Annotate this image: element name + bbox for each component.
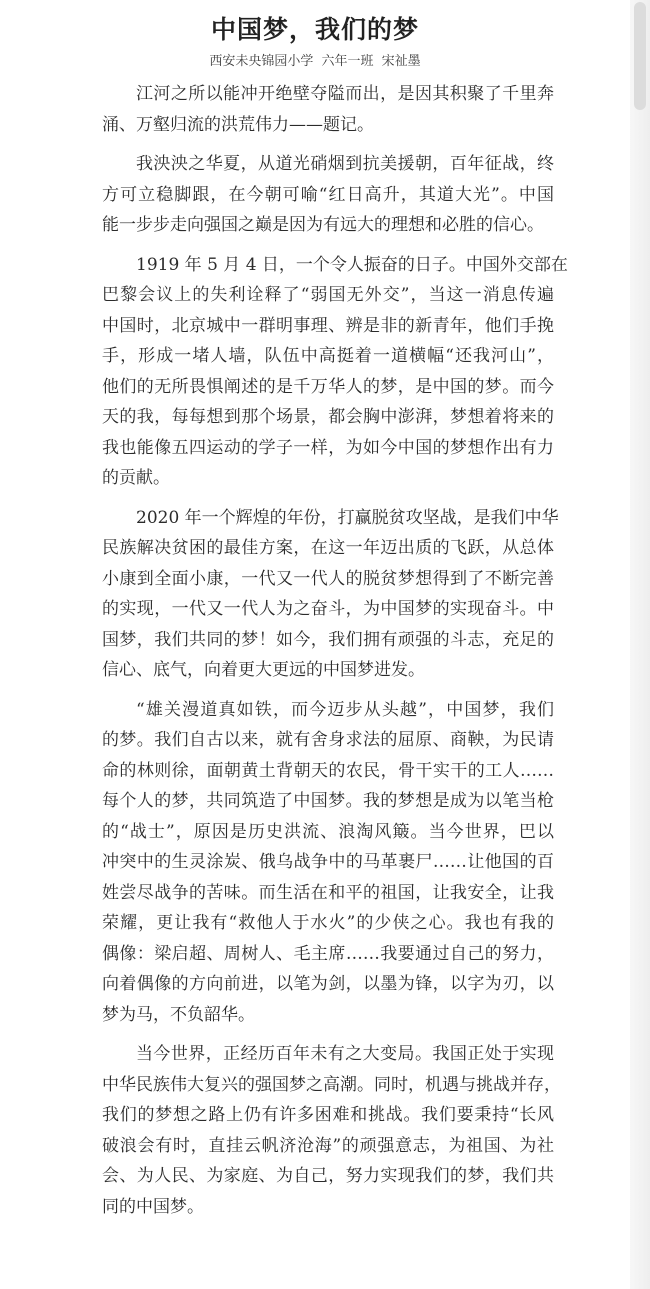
- paragraph-line: 梦为马，不负韶华。: [102, 1004, 255, 1025]
- paragraph-line: 国梦，我们共同的梦！如今，我们拥有顽强的斗志，充足的: [102, 629, 554, 650]
- paragraph-line: 方可立稳脚跟，在今朝可喻“红日高升，其道大光”。中国: [102, 184, 554, 205]
- paragraph-line: 信心、底气，向着更大更远的中国梦进发。: [102, 660, 425, 680]
- paragraph-line: 中华民族伟大复兴的强国梦之高潮。同时，机遇与挑战并存，: [102, 1074, 561, 1095]
- paragraph-gap: [102, 494, 554, 503]
- paragraph-line: 向着偶像的方向前进，以笔为剑，以墨为锋，以字为刃，以: [102, 974, 554, 994]
- paragraph-line: 我们的梦想之路上仍有许多困难和挑战。我们要秉持“长风: [102, 1105, 554, 1125]
- paragraph-line: “雄关漫道真如铁，而今迈步从头越”，中国梦，我们: [136, 699, 554, 720]
- essay-body: [102, 79, 568, 1222]
- paragraph-line: 2020 年一个辉煌的年份，打赢脱贫攻坚战，是我们中华: [136, 507, 559, 528]
- paragraph-line: 他们的无所畏惧阐述的是千万华人的梦，是中国的梦。而今: [102, 376, 554, 397]
- paragraph: [102, 695, 554, 1031]
- paragraph-gap: [102, 140, 554, 149]
- essay-title: 中国梦，我们的梦: [210, 15, 419, 44]
- scrollbar-track[interactable]: [630, 0, 650, 1289]
- paragraph-line: 的梦。我们自古以来，就有舍身求法的屈原、商鞅，为民请: [102, 730, 554, 750]
- paragraph-gap: [102, 686, 554, 695]
- paragraph-line: 手，形成一堵人墙，队伍中高挺着一道横幅“还我河山”，: [102, 346, 554, 366]
- paragraph-line: 偶像：梁启超、周树人、毛主席……我要通过自己的努力，: [102, 943, 554, 964]
- paragraph: [102, 250, 568, 494]
- paragraph-line: 天的我，每每想到那个场景，都会胸中澎湃，梦想着将来的: [102, 407, 554, 427]
- paragraph-line: 冲突中的生灵涂炭、俄乌战争中的马革裹尸……让他国的百: [102, 852, 554, 872]
- paragraph: [102, 1039, 561, 1222]
- paragraph-line: 当今世界，正经历百年未有之大变局。我国正处于实现: [136, 1044, 554, 1064]
- paragraph-line: 姓尝尽战争的苦味。而生活在和平的祖国，让我安全，让我: [102, 882, 554, 903]
- paragraph-line: 巴黎会议上的失利诠释了“弱国无外交”，当这一消息传遍: [102, 285, 554, 305]
- paragraph-line: 每个人的梦，共同筑造了中国梦。我的梦想是成为以笔当枪: [102, 791, 554, 811]
- paragraph-line: 能一步步走向强国之巅是因为有远大的理想和必胜的信心。: [102, 215, 544, 235]
- paragraph-line: 的贡献。: [102, 468, 170, 488]
- paragraph-line: 涌、万壑归流的洪荒伟力——题记。: [102, 114, 374, 135]
- paragraph-line: 我泱泱之华夏，从道光硝烟到抗美援朝，百年征战，终: [136, 154, 554, 174]
- paragraph-line: 小康到全面小康，一代又一代人的脱贫梦想得到了不断完善: [102, 568, 554, 589]
- essay-byline: 西安未央锦园小学 六年一班 宋祉墨: [209, 54, 421, 69]
- paragraph-line: 江河之所以能冲开绝壁夺隘而出，是因其积聚了千里奔: [136, 84, 554, 104]
- paragraph-line: 的“战士”，原因是历史洪流、浪淘风簸。当今世界，巴以: [102, 821, 554, 842]
- paragraph-line: 中国时，北京城中一群明事理、辨是非的新青年，他们手挽: [102, 315, 554, 336]
- paragraph-line: 民族解决贫困的最佳方案，在这一年迈出质的飞跃，从总体: [102, 538, 554, 558]
- paragraph: [102, 503, 559, 686]
- scrollbar-thumb[interactable]: [634, 2, 646, 110]
- paragraph-line: 荣耀，更让我有“救他人于水火”的少侠之心。我也有我的: [102, 913, 554, 933]
- paragraph-line: 会、为人民、为家庭、为自己，努力实现我们的梦，我们共: [102, 1166, 554, 1186]
- paragraph-line: 1919 年 5 月 4 日，一个令人振奋的日子。中国外交部在: [136, 254, 568, 275]
- paragraph-line: 同的中国梦。: [102, 1196, 204, 1217]
- paragraph-line: 破浪会有时，直挂云帆济沧海”的顽强意志，为祖国、为社: [102, 1135, 554, 1156]
- paragraph-line: 的实现，一代又一代人为之奋斗，为中国梦的实现奋斗。中: [102, 599, 554, 619]
- paragraph-gap: [102, 1030, 554, 1039]
- paragraph-line: 命的林则徐，面朝黄土背朝天的农民，骨干实干的工人……: [102, 760, 554, 781]
- paragraph-gap: [102, 241, 554, 250]
- paragraph: [102, 149, 554, 241]
- paragraph: [102, 79, 554, 140]
- paragraph-line: 我也能像五四运动的学子一样，为如今中国的梦想作出有力: [102, 437, 554, 458]
